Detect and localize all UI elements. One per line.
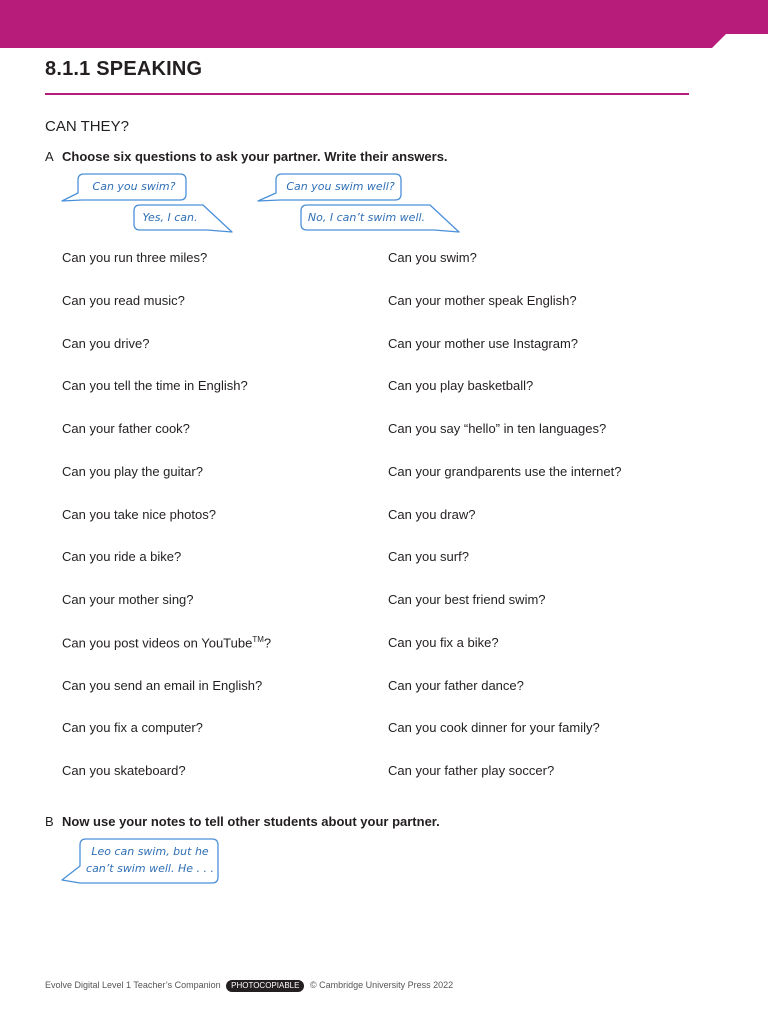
question-text: Can you fix a bike? bbox=[388, 634, 499, 650]
question-right-7 bbox=[388, 507, 475, 522]
example-answer-2: No, I can’t swim well. bbox=[307, 211, 426, 224]
example-answer-1: Yes, I can. bbox=[142, 211, 198, 224]
instruction-a-letter: A bbox=[45, 149, 54, 164]
question-suffix: ? bbox=[263, 635, 272, 651]
question-left-9 bbox=[62, 592, 194, 607]
question-text: Can you fix a computer? bbox=[62, 720, 203, 736]
question-text: Can you say “hello” in ten languages? bbox=[388, 421, 607, 436]
question-right-10 bbox=[388, 635, 499, 650]
question-left-10 bbox=[62, 635, 271, 650]
question-text: Can you cook dinner for your family? bbox=[388, 720, 600, 736]
question-text: Can you swim? bbox=[388, 250, 477, 265]
instruction-b-text: Now use your notes to tell other students about your partner. bbox=[62, 814, 440, 829]
example-b-line-1: Leo can swim, but he bbox=[91, 845, 209, 858]
question-left-3 bbox=[62, 336, 149, 351]
question-right-8 bbox=[388, 549, 469, 564]
question-left-12 bbox=[62, 720, 203, 735]
question-text: Can you play the guitar? bbox=[62, 463, 203, 479]
example-b-line-2: can’t swim well. He . . . bbox=[86, 862, 214, 875]
question-right-6 bbox=[388, 464, 621, 479]
footer bbox=[45, 980, 453, 992]
question-text: Can you take nice photos? bbox=[62, 506, 216, 522]
example-question-1: Can you swim? bbox=[92, 180, 176, 193]
question-left-2 bbox=[62, 293, 185, 308]
question-left-1 bbox=[62, 250, 207, 265]
question-right-12 bbox=[388, 720, 600, 735]
question-right-11 bbox=[388, 678, 524, 693]
question-left-13 bbox=[62, 763, 186, 778]
question-text: Can your mother speak English? bbox=[388, 292, 577, 308]
question-left-8 bbox=[62, 549, 181, 564]
question-right-3 bbox=[388, 336, 578, 351]
example-question-2: Can you swim well? bbox=[286, 180, 395, 193]
question-text: Can you post videos on YouTube bbox=[62, 635, 253, 651]
section-title: 8.1.1 SPEAKING bbox=[45, 58, 203, 80]
question-right-2 bbox=[388, 293, 577, 308]
question-text: Can you draw? bbox=[388, 506, 476, 522]
question-right-4 bbox=[388, 378, 533, 393]
question-right-9 bbox=[388, 592, 546, 607]
question-text: Can your best friend swim? bbox=[388, 592, 546, 607]
instruction-b bbox=[45, 814, 440, 829]
footer-book-title: Evolve Digital Level 1 Teacher’s Companion bbox=[45, 980, 221, 990]
question-text: Can you surf? bbox=[388, 549, 469, 565]
question-text: Can you play basketball? bbox=[388, 378, 534, 394]
question-text: Can you drive? bbox=[62, 335, 150, 351]
subtitle: CAN THEY? bbox=[45, 118, 129, 135]
question-right-5 bbox=[388, 421, 606, 436]
question-text: Can your grandparents use the internet? bbox=[388, 463, 622, 479]
question-text: Can you run three miles? bbox=[62, 250, 208, 265]
question-right-13 bbox=[388, 763, 554, 778]
question-text: Can you skateboard? bbox=[62, 763, 186, 778]
question-text: Can your mother sing? bbox=[62, 592, 194, 607]
question-text: Can you read music? bbox=[62, 292, 185, 308]
question-text: Can your mother use Instagram? bbox=[388, 335, 579, 351]
instruction-a-text: Choose six questions to ask your partner. Write their answers. bbox=[62, 149, 448, 164]
question-text: Can you tell the time in English? bbox=[62, 378, 248, 394]
question-left-7 bbox=[62, 507, 216, 522]
question-left-5 bbox=[62, 421, 190, 436]
footer-copyright: © Cambridge University Press 2022 bbox=[309, 980, 454, 990]
question-left-11 bbox=[62, 678, 262, 693]
question-left-4 bbox=[62, 378, 248, 393]
question-text: Can your father play soccer? bbox=[388, 763, 555, 778]
question-right-1 bbox=[388, 250, 477, 265]
trademark-mark: TM bbox=[252, 634, 264, 644]
question-text: Can you ride a bike? bbox=[62, 549, 182, 565]
photocopiable-badge: PHOTOCOPIABLE bbox=[226, 980, 304, 992]
instruction-b-letter: B bbox=[45, 814, 54, 829]
question-left-6 bbox=[62, 464, 203, 479]
question-text: Can you send an email in English? bbox=[62, 677, 263, 693]
question-text: Can your father dance? bbox=[388, 677, 524, 693]
question-text: Can your father cook? bbox=[62, 421, 190, 436]
